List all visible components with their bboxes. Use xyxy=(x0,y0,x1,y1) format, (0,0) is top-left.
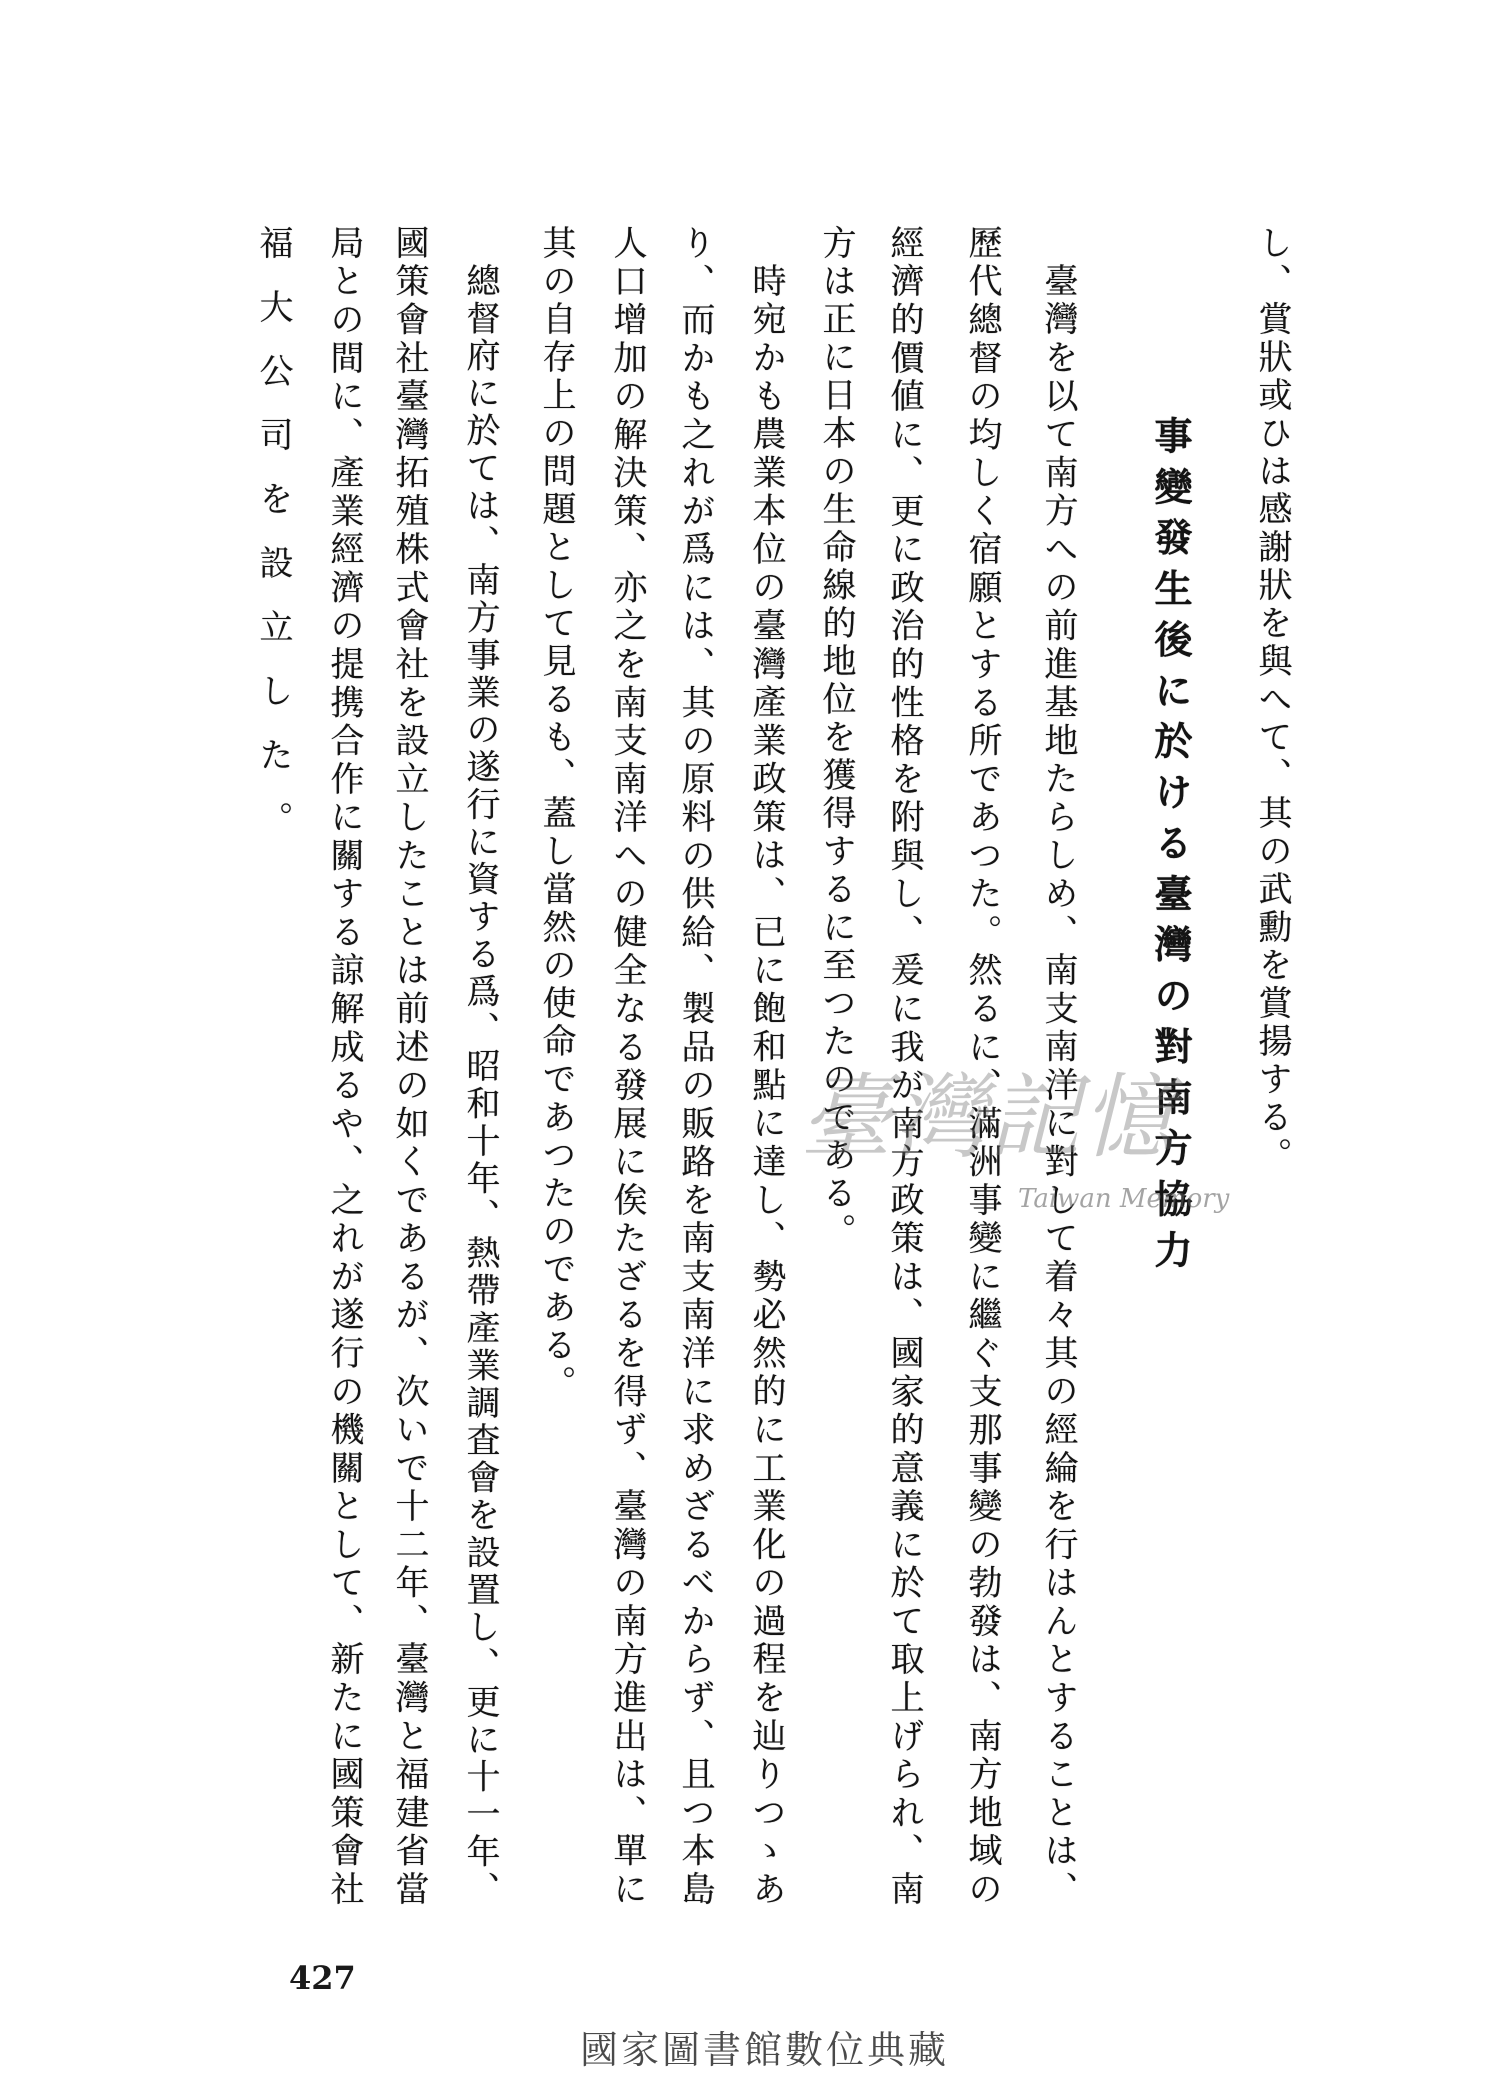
section-heading: 事變發生後に於ける臺灣の對南方協力 xyxy=(1148,416,1193,1268)
text-line: 方は正に日本の生命線的地位を獲得するに至つたのである。 xyxy=(816,225,856,1251)
text-line: 局との間に、產業經濟の提携合作に關する諒解成るや、之れが遂行の機關として、新たに國策會社 xyxy=(324,225,364,1905)
watermark-subtitle: Taiwan Memory xyxy=(1018,1184,1230,1214)
text-line: 其の自存上の問題として見るも、蓋し當然の使命であつたのである。 xyxy=(536,225,576,1403)
watermark-title: 臺灣記憶 xyxy=(800,1064,1177,1171)
text-line: 國策會社臺灣拓殖株式會社を設立したことは前述の如くであるが、次いで十二年、臺灣と福建省當 xyxy=(389,225,429,1905)
text-line: 臺灣を以て南方への前進基地たらしめ、南支南洋に對して着々其の經綸を行はんとすることは、 xyxy=(1038,263,1078,1905)
text-line: 歷代總督の均しく宿願とする所であつた。然るに、滿洲事變に繼ぐ支那事變の勃發は、南方地域の xyxy=(962,225,1002,1905)
text-line: り、而かも之れが爲には、其の原料の供給、製品の販路を南支南洋に求めざるべからず、且つ本島 xyxy=(675,225,715,1905)
page-number: 427 xyxy=(289,1959,356,1997)
archive-credit: 國家圖書館數位典藏 xyxy=(580,2028,950,2072)
text-line: 福大公司を設立した。 xyxy=(253,225,293,865)
text-line: 時宛かも農業本位の臺灣產業政策は、已に飽和點に達し、勢必然的に工業化の過程を辿りつゝあ xyxy=(746,263,786,1905)
text-line: し、賞狀或ひは感謝狀を與へて、其の武勳を賞揚する。 xyxy=(1252,225,1292,1175)
text-line: 人口增加の解決策、亦之を南支南洋への健全なる發展に俟たざるを得ず、臺灣の南方進出は、單に xyxy=(607,225,647,1905)
text-line: 經濟的價値に、更に政治的性格を附與し、爰に我が南方政策は、國家的意義に於て取上げられ、南 xyxy=(884,225,924,1905)
text-line: 總督府に於ては、南方事業の遂行に資する爲、昭和十年、熱帶產業調査會を設置し、更に十一年、 xyxy=(460,263,500,1905)
